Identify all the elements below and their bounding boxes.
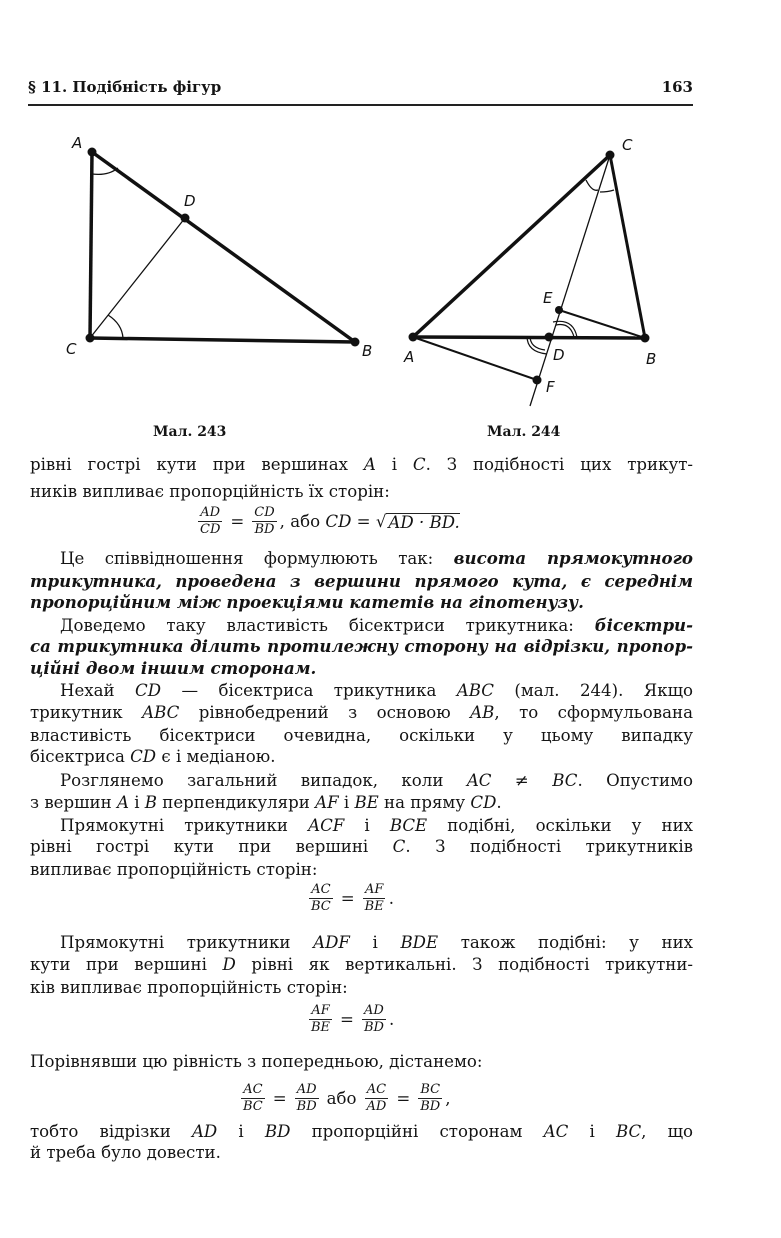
lhs: CD = xyxy=(325,512,371,531)
text-line xyxy=(60,681,693,701)
text-line xyxy=(30,978,693,998)
text: трикутник xyxy=(30,703,143,722)
formula-4 xyxy=(238,1082,451,1115)
text: і xyxy=(217,1122,265,1141)
text: рівні гострі кути при вершинах xyxy=(30,455,364,474)
text: — бісектриса трикутника xyxy=(161,681,457,700)
text-line xyxy=(30,1143,693,1163)
text: Прямокутні трикутники xyxy=(60,933,314,952)
math-variable: AF xyxy=(315,793,339,812)
numerator: CD xyxy=(254,505,275,520)
text: кути при вершині xyxy=(30,955,223,974)
text-line xyxy=(30,726,693,746)
numerator: AC xyxy=(311,882,331,897)
text-line xyxy=(30,955,693,975)
label-f: F xyxy=(546,378,555,396)
text: рівнобедрений з основою xyxy=(179,703,471,722)
text: пропорційні сторонам xyxy=(290,1122,544,1141)
label-e: E xyxy=(543,289,553,307)
math-variable: CD xyxy=(470,793,497,812)
page-header xyxy=(28,74,693,106)
text: на пряму xyxy=(378,793,471,812)
text-line xyxy=(30,1052,693,1072)
text: також подібні: у них xyxy=(438,933,694,952)
text-line xyxy=(60,548,693,568)
text: і xyxy=(344,816,390,835)
text-line xyxy=(30,860,693,880)
text: і xyxy=(568,1122,616,1141)
figure-244 xyxy=(403,136,656,406)
label-c: C xyxy=(622,136,633,154)
math-variable: D xyxy=(222,955,236,974)
figure-243-caption: Мал. 243 xyxy=(153,424,227,440)
text: й треба було довести. xyxy=(30,1143,221,1162)
text: перпендикуляри xyxy=(156,793,316,812)
text: випливає пропорційність сторін: xyxy=(30,860,318,879)
connector: або xyxy=(326,1089,357,1108)
denominator: BD xyxy=(363,1020,384,1035)
text: рівні як вертикальні. З подібності трикутни- xyxy=(235,955,693,974)
denominator: BC xyxy=(243,1099,263,1114)
math-variable: A xyxy=(363,455,376,474)
denominator: BE xyxy=(311,1020,331,1035)
numerator: AF xyxy=(311,1003,330,1018)
denominator: BD xyxy=(254,522,275,537)
math-variable: BE xyxy=(354,793,379,812)
text: з вершин xyxy=(30,793,117,812)
numerator: AD xyxy=(296,1082,317,1097)
math-variable: BD xyxy=(264,1122,291,1141)
text: . З подібності трикутників xyxy=(405,837,693,856)
equals: = xyxy=(230,512,245,531)
text-line xyxy=(30,482,693,502)
text: властивість бісектриси очевидна, оскільки у цьому випадку xyxy=(30,726,693,745)
text: (мал. 244). Якщо xyxy=(493,681,693,700)
formula-1 xyxy=(195,505,460,538)
fraction xyxy=(252,505,276,538)
numerator: AD xyxy=(364,1003,384,1018)
fraction xyxy=(198,505,222,538)
text: . xyxy=(496,793,502,812)
text-line xyxy=(30,455,693,475)
emphasis-text: ційні двом іншим сторонам. xyxy=(30,658,317,678)
sqrt-sign: √ xyxy=(375,512,387,531)
text: , то сформульована xyxy=(494,703,693,722)
denominator: AD xyxy=(366,1099,387,1114)
figure-244-caption: Мал. 244 xyxy=(487,424,561,440)
math-variable: ABC xyxy=(456,681,494,700)
text-line xyxy=(30,592,693,612)
figure-243 xyxy=(66,134,372,360)
emphasis-text: бісектри- xyxy=(594,615,693,635)
fraction xyxy=(309,1003,332,1036)
text: і xyxy=(349,933,401,952)
text: і xyxy=(128,793,145,812)
text: і xyxy=(375,455,413,474)
period: . xyxy=(388,889,394,908)
math-variable: ADF xyxy=(313,933,350,952)
text-line xyxy=(30,1122,693,1142)
comma: , xyxy=(445,1089,451,1108)
fraction xyxy=(363,882,386,915)
math-variable: CD xyxy=(135,681,162,700)
radicand: AD · BD. xyxy=(388,512,460,532)
text: і xyxy=(338,793,355,812)
text-line xyxy=(30,703,693,723)
emphasis-text: пропорційним між проекціями катетів на гіпотенузу. xyxy=(30,592,584,612)
text-line xyxy=(30,837,693,857)
formula-3 xyxy=(306,1003,394,1036)
text: є і медіаною. xyxy=(156,747,276,766)
equals: = xyxy=(340,889,355,908)
text: подібні, оскільки у них xyxy=(427,816,693,835)
emphasis-text: висота прямокутного xyxy=(453,548,693,568)
text: Доведемо таку властивість бісектриси трикутника: xyxy=(60,616,595,635)
text-line xyxy=(60,771,693,791)
numerator: BC xyxy=(420,1082,441,1097)
math-variable: BDE xyxy=(400,933,439,952)
math-variable: A xyxy=(116,793,129,812)
text-line xyxy=(30,793,693,813)
text: рівні гострі кути при вершині xyxy=(30,837,393,856)
denominator: BD xyxy=(296,1099,317,1114)
equals: = xyxy=(396,1089,411,1108)
math-variable: AC xyxy=(543,1122,569,1141)
math-variable: BCE xyxy=(389,816,428,835)
connector: , або xyxy=(279,512,321,531)
fraction xyxy=(362,1003,386,1036)
text-line xyxy=(60,816,693,836)
page-number: 163 xyxy=(661,78,693,96)
math-variable: BC xyxy=(615,1122,642,1141)
text: . З подібності цих трикут- xyxy=(425,455,693,474)
text: Нехай xyxy=(60,681,136,700)
equals: = xyxy=(272,1089,287,1108)
fraction xyxy=(241,1082,265,1115)
math-variable: C xyxy=(392,837,406,856)
text: тобто відрізки xyxy=(30,1122,192,1141)
text: ників випливає пропорційність їх сторін: xyxy=(30,482,390,501)
text: бісектриса xyxy=(30,747,131,766)
denominator: BE xyxy=(364,899,384,914)
fraction xyxy=(295,1082,319,1115)
emphasis-text: трикутника, проведена з вершини прямого кута, є середнім xyxy=(30,571,693,591)
text-line xyxy=(60,933,693,953)
label-a: A xyxy=(404,348,415,366)
text: Розглянемо загальний випадок, коли xyxy=(60,771,467,790)
section-title: § 11. Подібність фігур xyxy=(28,78,222,96)
label-a: A xyxy=(72,134,83,152)
text-line xyxy=(30,658,693,678)
text-line xyxy=(30,636,693,656)
denominator: CD xyxy=(200,522,221,537)
emphasis-text: са трикутника ділить протилежну сторону на відрізки, пропор- xyxy=(30,636,693,656)
period: . xyxy=(388,1010,395,1029)
text: . Опустимо xyxy=(577,771,693,790)
figures xyxy=(0,110,781,420)
text: ків випливає пропорційність сторін: xyxy=(30,978,348,997)
text-line xyxy=(30,747,693,767)
math-variable: AD xyxy=(191,1122,218,1141)
label-b: B xyxy=(362,342,373,360)
math-variable: AC ≠ BC xyxy=(466,771,578,790)
numerator: AC xyxy=(243,1082,263,1097)
denominator: BD xyxy=(420,1099,441,1114)
math-variable: AB xyxy=(470,703,495,722)
label-d: D xyxy=(184,192,196,210)
numerator: AF xyxy=(364,882,384,897)
fraction xyxy=(309,882,333,915)
math-variable: ACF xyxy=(308,816,345,835)
fraction xyxy=(418,1082,442,1115)
numerator: AC xyxy=(366,1082,387,1097)
denominator: BC xyxy=(311,899,331,914)
fraction xyxy=(365,1082,389,1115)
numerator: AD xyxy=(200,505,221,520)
text: Порівнявши цю рівність з попередньою, дістанемо: xyxy=(30,1052,483,1071)
math-variable: ABC xyxy=(142,703,180,722)
text-line xyxy=(60,615,693,635)
text-line xyxy=(30,571,693,591)
label-b: B xyxy=(646,350,657,368)
math-variable: C xyxy=(412,455,426,474)
math-variable: B xyxy=(144,793,157,812)
text: Прямокутні трикутники xyxy=(60,816,309,835)
text: , що xyxy=(641,1122,694,1141)
label-c: C xyxy=(66,340,77,358)
text: Це співвідношення формулюють так: xyxy=(60,549,454,568)
math-variable: CD xyxy=(130,747,157,766)
equals: = xyxy=(340,1010,354,1029)
formula-2 xyxy=(306,882,394,915)
label-d: D xyxy=(553,346,565,364)
